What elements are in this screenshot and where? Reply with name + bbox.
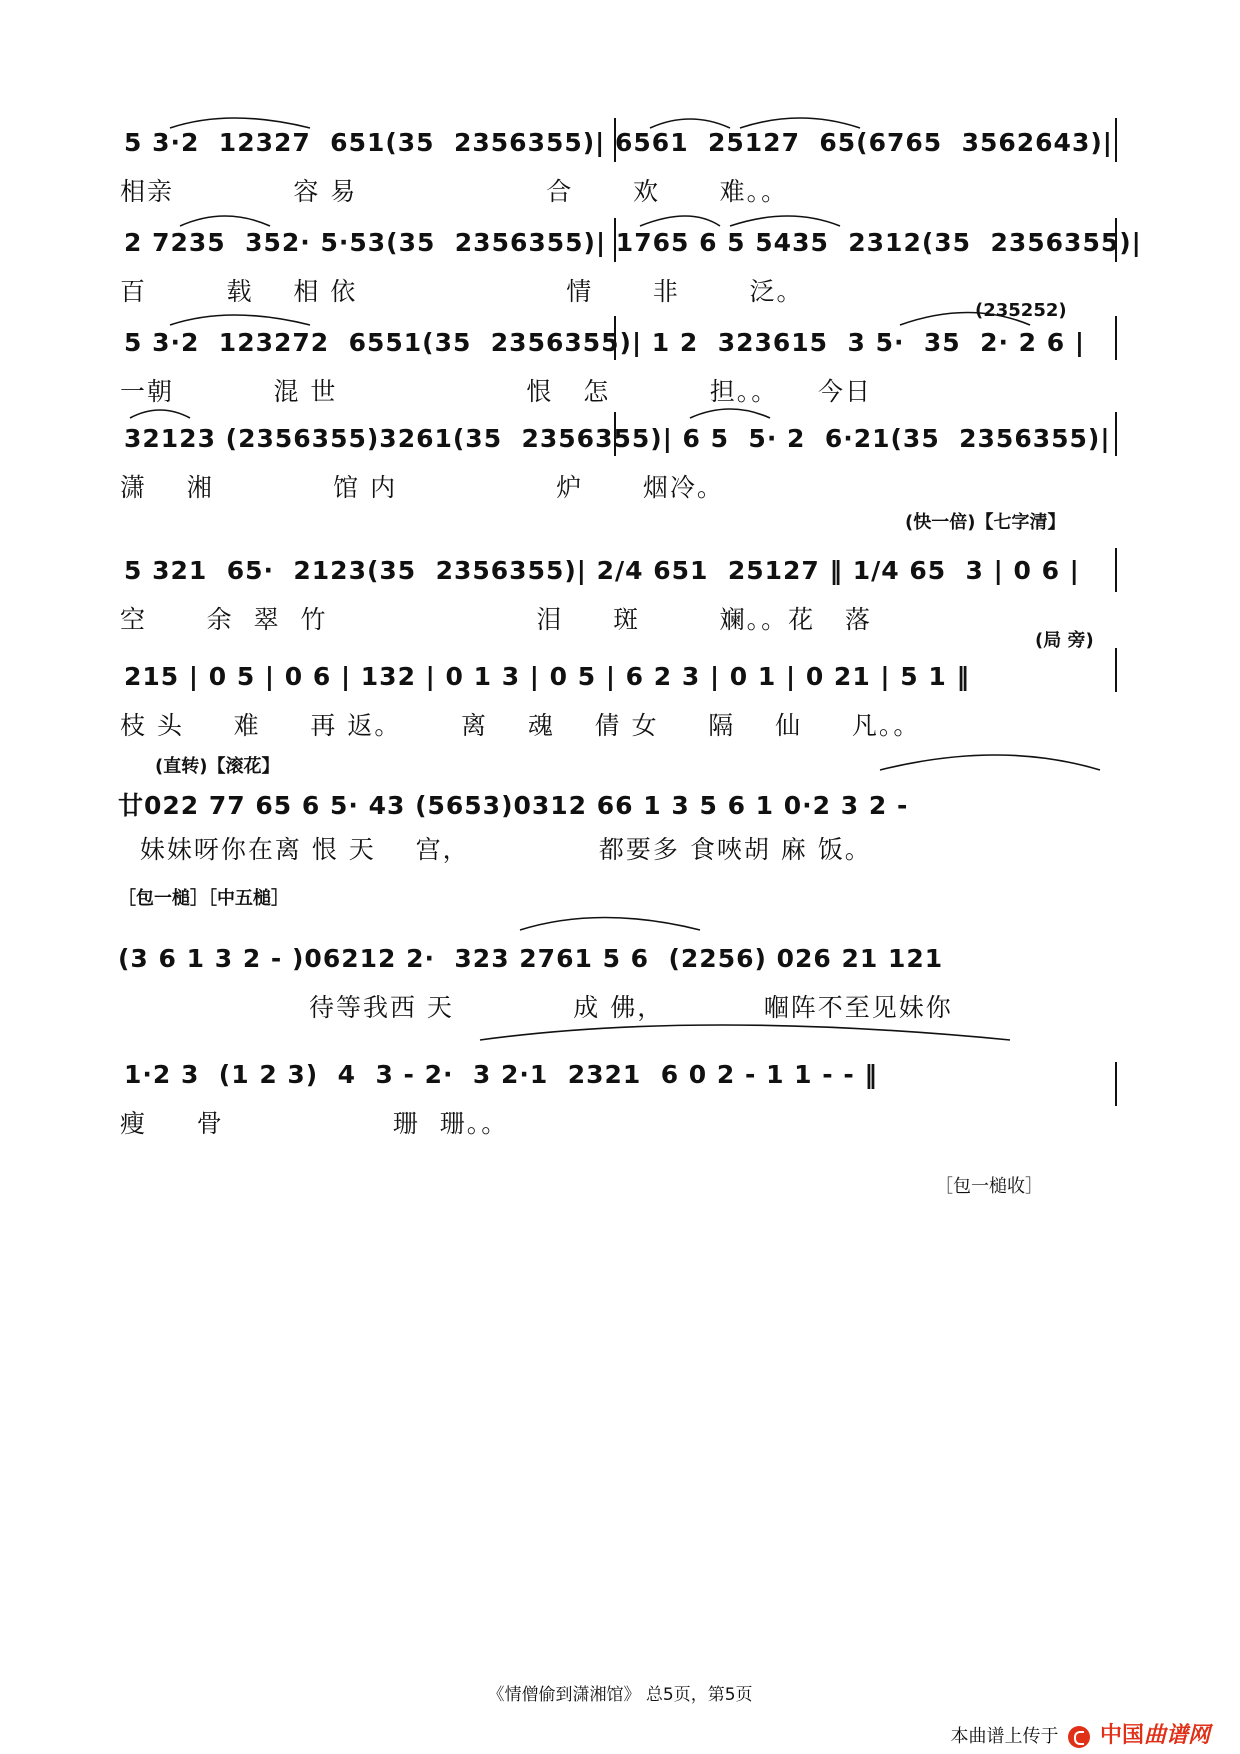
notation-line: 32123 (2356355)3261(35 2356355)| 6 5 5· 2 6·21(35 2356355)| — [124, 424, 1111, 453]
section-annotation: (235252) — [975, 300, 1067, 321]
brand-name-a: 中国 — [1099, 1723, 1144, 1748]
brand-name-b: 曲谱网 — [1143, 1723, 1210, 1748]
site-brand[interactable] — [951, 1718, 1211, 1749]
notation-line: 廿022 77 65 6 5· 43 (5653)0312 66 1 3 5 6 1 0·2 3 2 - — [118, 791, 909, 820]
lyrics-line: 空 余 翠 竹 泪 斑 斓。。花 落 — [120, 605, 872, 634]
lyrics-line: 瘦 骨 珊 珊。。 — [120, 1109, 509, 1138]
lyrics-line: 相亲 容 易 合 欢 难。。 — [120, 177, 789, 206]
section-annotation: ［包一槌］［中五槌］ — [118, 888, 289, 909]
section-annotation: (直转)【滚花】 — [155, 756, 280, 777]
page-footer — [0, 1680, 1240, 1705]
lyrics-line: 妹妹呀你在离 恨 天 宫， 都要多 食唊胡 麻 饭。 — [120, 835, 872, 864]
lyrics-line: 一朝 混 世 恨 怎 担。。 今日 — [120, 377, 872, 406]
notation-line: 5 321 65· 2123(35 2356355)| 2/4 651 25127 ‖ 1/4 65 3 | 0 6 | — [124, 556, 1080, 585]
notation-line: 5 3·2 12327 651(35 2356355)| 6561 25127 65(6765 3562643)| — [124, 128, 1113, 157]
notation-line: 5 3·2 123272 6551(35 2356355)| 1 2 323615 3 5· 35 2· 2 6 | — [124, 328, 1085, 357]
page-info: 《情僧偷到潇湘馆》 总5页，第5页 — [487, 1685, 753, 1705]
section-annotation: (快一倍)【七字清】 — [905, 512, 1066, 533]
upload-label: 本曲谱上传于 — [950, 1726, 1059, 1747]
notation-line: 2 7235 352· 5·53(35 2356355)| 1765 6 5 5435 2312(35 2356355)| — [124, 228, 1142, 257]
lyrics-line: 潇 湘 馆 内 炉 烟冷。 — [120, 473, 724, 502]
notation-line: 215 | 0 5 | 0 6 | 132 | 0 1 3 | 0 5 | 6 2 3 | 0 1 | 0 21 | 5 1 ‖ — [124, 662, 970, 691]
site-logo-icon — [1068, 1726, 1090, 1748]
lyrics-line: 待等我西 天 成 佛， 嗰阵不至见妹你 — [120, 993, 953, 1022]
lyrics-line: 百 载 相 依 情 非 泛。 — [120, 277, 804, 306]
notation-line: 1·2 3 (1 2 3) 4 3 - 2· 3 2·1 2321 6 0 2 - 1 1 - - ‖ — [124, 1060, 878, 1089]
lyrics-line: 枝 头 难 再 返。 离 魂 倩 女 隔 仙 凡。。 — [120, 711, 921, 740]
notation-line: (3 6 1 3 2 - )06212 2· 323 2761 5 6 (2256) 026 21 121 — [118, 944, 944, 973]
section-annotation: (局 旁) — [1035, 630, 1094, 651]
end-marker: ［包一槌收］ — [935, 1176, 1043, 1197]
